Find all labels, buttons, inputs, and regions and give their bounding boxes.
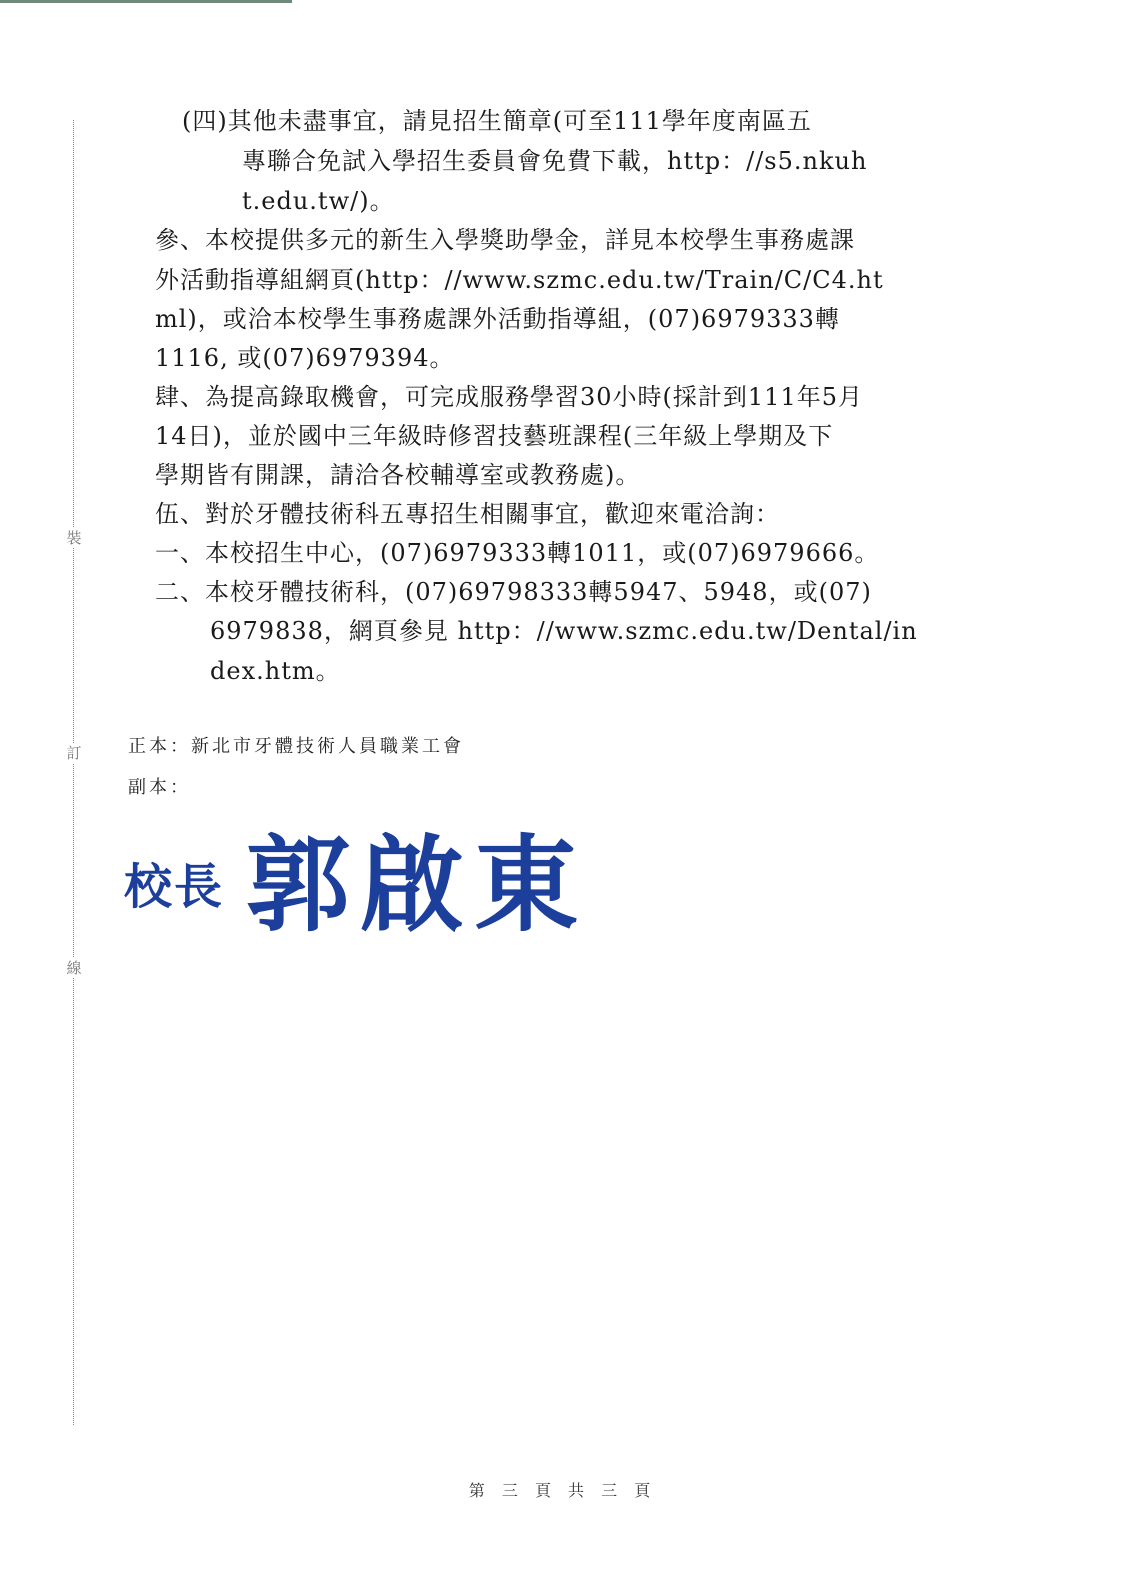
section-4-line-3: 學期皆有開課，請洽各校輔導室或教務處)。 bbox=[155, 461, 641, 489]
item-4-line-3: t.edu.tw/)。 bbox=[242, 187, 395, 215]
binding-char-zhuang: 裝 bbox=[63, 528, 85, 548]
section-3-line-1: 參、本校提供多元的新生入學獎助學金，詳見本校學生事務處課 bbox=[155, 226, 855, 254]
binding-char-ding: 訂 bbox=[63, 743, 85, 763]
section-3-line-3: ml)，或洽本校學生事務處課外活動指導組，(07)6979333轉 bbox=[155, 305, 840, 333]
section-5-item-2-line-3: dex.htm。 bbox=[210, 657, 341, 685]
section-3-line-2: 外活動指導組網頁(http：//www.szmc.edu.tw/Train/C/C4.ht bbox=[155, 266, 884, 294]
section-5-item-2-line-1: 二、本校牙體技術科，(07)69798333轉5947、5948，或(07) bbox=[155, 578, 872, 606]
item-4-line-1: (四)其他未盡事宜，請見招生簡章(可至111學年度南區五 bbox=[182, 107, 812, 135]
binding-margin-line bbox=[73, 120, 74, 1425]
original-recipient: 正本：新北市牙體技術人員職業工會 bbox=[128, 736, 464, 757]
item-4-line-2: 專聯合免試入學招生委員會免費下載，http：//s5.nkuh bbox=[242, 147, 868, 175]
page-number: 第 三 頁 共 三 頁 bbox=[468, 1481, 657, 1500]
section-5-item-1: 一、本校招生中心，(07)6979333轉1011，或(07)6979666。 bbox=[155, 539, 880, 567]
copy-recipient: 副本： bbox=[128, 777, 191, 798]
section-5-line-1: 伍、對於牙體技術科五專招生相關事宜，歡迎來電洽詢： bbox=[155, 500, 780, 528]
top-edge-rule bbox=[0, 0, 292, 3]
section-3-line-4: 1116, 或(07)6979394。 bbox=[155, 344, 455, 372]
binding-char-xian: 線 bbox=[63, 958, 85, 978]
principal-signature-stamp bbox=[124, 815, 588, 945]
section-4-line-1: 肆、為提高錄取機會，可完成服務學習30小時(採計到111年5月 bbox=[155, 383, 863, 411]
section-4-line-2: 14日)，並於國中三年級時修習技藝班課程(三年級上學期及下 bbox=[155, 422, 834, 450]
principal-name: 郭啟東 bbox=[246, 824, 589, 946]
section-5-item-2-line-2: 6979838，網頁參見 http：//www.szmc.edu.tw/Dental/in bbox=[210, 617, 918, 645]
principal-title: 校長 bbox=[124, 859, 225, 915]
